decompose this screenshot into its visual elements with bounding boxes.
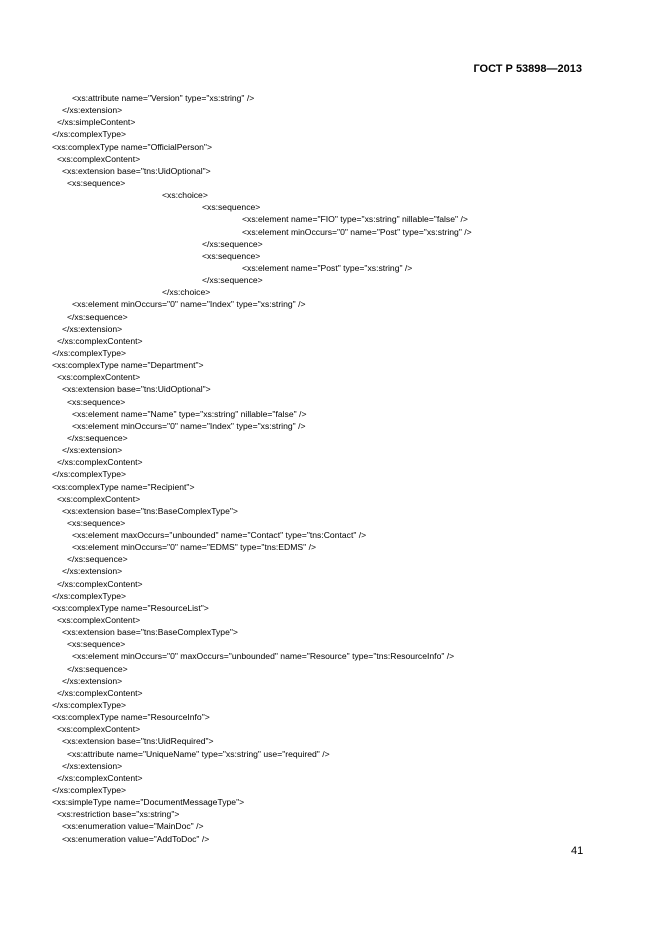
code-line: </xs:sequence> — [202, 275, 263, 286]
code-line: <xs:extension base="tns:UidOptional"> — [62, 165, 211, 176]
code-line: </xs:sequence> — [202, 238, 263, 249]
code-line: <xs:complexContent> — [57, 615, 141, 626]
code-line: </xs:extension> — [62, 445, 123, 456]
code-line: <xs:element minOccurs="0" name="Post" type="xs:string" /> — [242, 226, 472, 237]
code-line: </xs:extension> — [62, 566, 123, 577]
code-line: </xs:extension> — [62, 105, 123, 116]
code-line: <xs:complexContent> — [57, 493, 141, 504]
code-line: <xs:enumeration value="MainDoc" /> — [62, 821, 204, 832]
document-standard-header: ГОСТ Р 53898—2013 — [473, 63, 582, 75]
code-line: <xs:extension base="tns:UidRequired"> — [62, 736, 214, 747]
code-line: <xs:extension base="tns:BaseComplexType"> — [62, 627, 238, 638]
code-line: <xs:complexType name="Department"> — [52, 360, 204, 371]
code-line: <xs:complexContent> — [57, 153, 141, 164]
code-line: </xs:complexContent> — [57, 578, 143, 589]
code-line: </xs:complexType> — [52, 700, 127, 711]
code-line: </xs:complexType> — [52, 469, 127, 480]
code-line: <xs:element maxOccurs="unbounded" name="Contact" type="tns:Contact" /> — [72, 530, 367, 541]
code-line: </xs:complexType> — [52, 347, 127, 358]
code-line: </xs:simpleContent> — [57, 117, 136, 128]
code-line: <xs:complexContent> — [57, 372, 141, 383]
code-line: </xs:complexContent> — [57, 772, 143, 783]
code-line: </xs:choice> — [162, 287, 211, 298]
code-line: <xs:sequence> — [202, 202, 261, 213]
code-line: <xs:element minOccurs="0" name="EDMS" type="tns:EDMS" /> — [72, 542, 316, 553]
code-line: <xs:sequence> — [67, 517, 126, 528]
code-line: <xs:complexType name="ResourceInfo"> — [52, 712, 210, 723]
code-line: </xs:extension> — [62, 323, 123, 334]
code-line: </xs:sequence> — [67, 311, 128, 322]
xml-schema-listing — [52, 92, 631, 845]
code-line: <xs:sequence> — [67, 396, 126, 407]
code-line: <xs:complexType name="ResourceList"> — [52, 602, 209, 613]
code-line: <xs:choice> — [162, 190, 208, 201]
code-line: <xs:restriction base="xs:string"> — [57, 809, 180, 820]
code-line: <xs:complexType name="Recipient"> — [52, 481, 195, 492]
code-line: </xs:complexContent> — [57, 335, 143, 346]
code-line: <xs:element minOccurs="0" maxOccurs="unbounded" name="Resource" type="tns:ResourceInfo" /> — [72, 651, 455, 662]
code-line: </xs:complexContent> — [57, 457, 143, 468]
code-line: </xs:complexType> — [52, 129, 127, 140]
code-line: </xs:complexContent> — [57, 687, 143, 698]
code-line: </xs:extension> — [62, 675, 123, 686]
code-line: <xs:element minOccurs="0" name="Index" type="xs:string" /> — [72, 299, 306, 310]
code-line: <xs:simpleType name="DocumentMessageType"> — [52, 797, 245, 808]
code-line: <xs:complexType name="OfficialPerson"> — [52, 141, 212, 152]
code-line: </xs:sequence> — [67, 663, 128, 674]
code-line: <xs:sequence> — [67, 177, 126, 188]
code-line: </xs:sequence> — [67, 432, 128, 443]
code-line: </xs:sequence> — [67, 554, 128, 565]
page-number: 41 — [571, 845, 584, 857]
code-line: <xs:extension base="tns:BaseComplexType"> — [62, 505, 238, 516]
code-line: <xs:enumeration value="AddToDoc" /> — [62, 833, 210, 844]
code-line: <xs:complexContent> — [57, 724, 141, 735]
code-line: <xs:element name="FIO" type="xs:string" nillable="false" /> — [242, 214, 468, 225]
code-line: </xs:complexType> — [52, 785, 127, 796]
code-line: <xs:element name="Post" type="xs:string" /> — [242, 262, 413, 273]
code-line: <xs:extension base="tns:UidOptional"> — [62, 384, 211, 395]
code-line: <xs:element minOccurs="0" name="Index" type="xs:string" /> — [72, 420, 306, 431]
code-line: <xs:attribute name="UniqueName" type="xs:string" use="required" /> — [67, 748, 330, 759]
code-line: </xs:complexType> — [52, 590, 127, 601]
code-line: <xs:attribute name="Version" type="xs:string" /> — [72, 93, 255, 103]
code-line: <xs:element name="Name" type="xs:string" nillable="false" /> — [72, 408, 307, 419]
code-line: </xs:extension> — [62, 760, 123, 771]
code-line: <xs:sequence> — [67, 639, 126, 650]
code-line: <xs:sequence> — [202, 250, 261, 261]
